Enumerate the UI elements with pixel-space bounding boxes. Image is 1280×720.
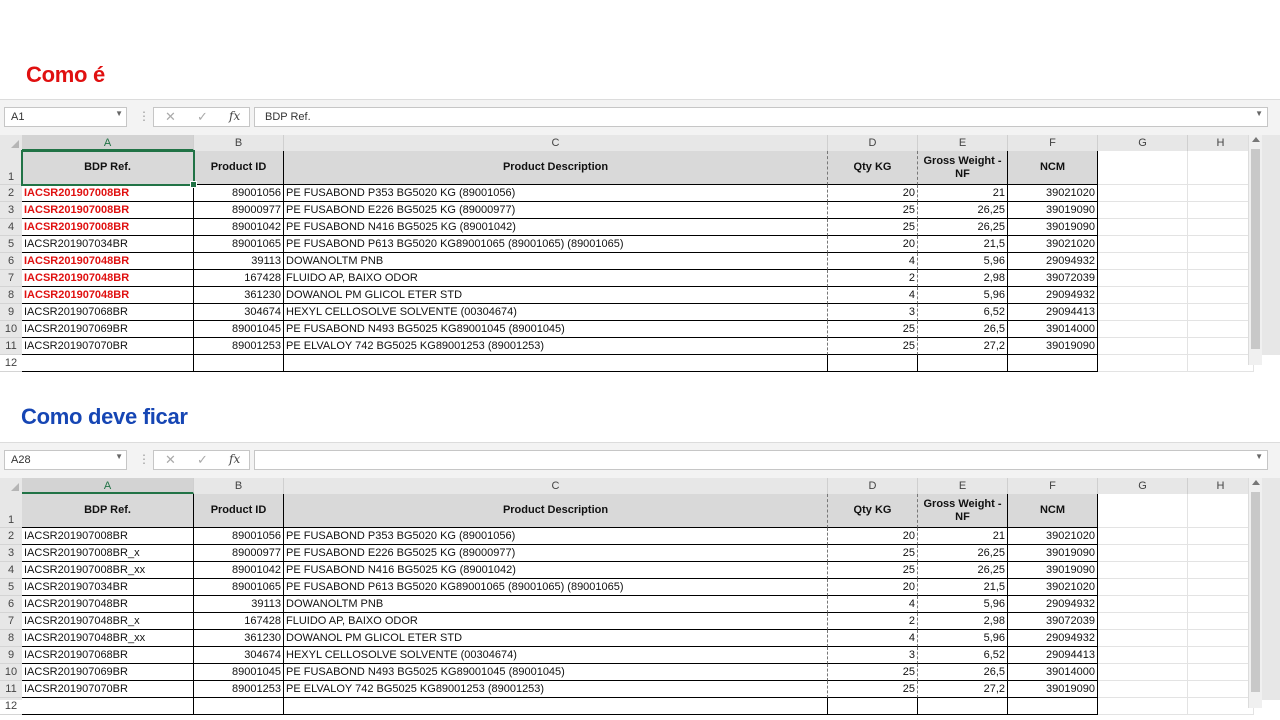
cell-ref[interactable]: IACSR201907008BR (22, 202, 194, 219)
empty-cell[interactable] (1188, 304, 1254, 321)
formula-input[interactable] (254, 450, 1268, 470)
cell-id[interactable]: 89001065 (194, 236, 284, 253)
cell-id[interactable]: 167428 (194, 270, 284, 287)
table-row (22, 270, 1256, 287)
cell-id[interactable]: 89000977 (194, 202, 284, 219)
cell-ncm[interactable]: 39021020 (1008, 579, 1098, 596)
empty-cell[interactable] (1188, 185, 1254, 202)
heading-after: Como deve ficar (21, 404, 188, 429)
empty-cell[interactable] (1098, 596, 1188, 613)
empty-cell[interactable] (1098, 355, 1188, 372)
empty-cell[interactable] (1098, 579, 1188, 596)
column-header-a[interactable]: A (22, 478, 194, 494)
empty-cell[interactable] (1188, 698, 1254, 715)
empty-cell[interactable] (1188, 579, 1254, 596)
cell-desc[interactable]: PE FUSABOND P613 BG5020 KG89001065 (89001065) (89001065) (284, 236, 828, 253)
cell-id[interactable]: 361230 (194, 287, 284, 304)
column-headers (0, 478, 1256, 494)
table-row (22, 613, 1256, 630)
empty-cell[interactable] (1098, 236, 1188, 253)
empty-cell[interactable] (22, 355, 194, 372)
empty-cell[interactable] (1188, 630, 1254, 647)
row-header-1[interactable]: 1 (0, 494, 22, 528)
table-row (22, 253, 1256, 270)
header-cell-c[interactable]: Product Description (284, 494, 828, 528)
empty-cell[interactable] (1188, 562, 1254, 579)
cell-gw[interactable]: 26,5 (918, 664, 1008, 681)
vertical-scrollbar[interactable] (1248, 135, 1262, 365)
empty-cell[interactable] (1098, 698, 1188, 715)
empty-cell[interactable] (1098, 253, 1188, 270)
empty-cell[interactable] (1188, 287, 1254, 304)
row-header-6[interactable]: 6 (0, 253, 22, 270)
cell-qty[interactable]: 4 (828, 596, 918, 613)
expand-formula-icon[interactable]: ▼ (1255, 452, 1263, 461)
cell-gw[interactable]: 2,98 (918, 270, 1008, 287)
row-header-10[interactable]: 10 (0, 664, 22, 681)
cell-desc[interactable]: PE ELVALOY 742 BG5025 KG89001253 (89001253) (284, 338, 828, 355)
cell-gw[interactable]: 21,5 (918, 236, 1008, 253)
chevron-down-icon[interactable]: ▼ (115, 109, 123, 118)
cell-id[interactable]: 304674 (194, 304, 284, 321)
header-cell-f[interactable]: NCM (1008, 151, 1098, 185)
cell-ref[interactable]: IACSR201907008BR (22, 528, 194, 545)
cell-qty[interactable]: 4 (828, 253, 918, 270)
row-header-2[interactable]: 2 (0, 185, 22, 202)
cell-id[interactable]: 89001045 (194, 321, 284, 338)
empty-cell[interactable] (1098, 202, 1188, 219)
table-row (22, 681, 1256, 698)
empty-cell[interactable] (1188, 338, 1254, 355)
empty-cell[interactable] (1188, 355, 1254, 372)
row-header-8[interactable]: 8 (0, 287, 22, 304)
header-cell-b[interactable]: Product ID (194, 151, 284, 185)
cell-ref[interactable]: IACSR201907048BR_xx (22, 630, 194, 647)
empty-cell[interactable] (828, 355, 918, 372)
cell-id[interactable]: 89001056 (194, 528, 284, 545)
row-header-7[interactable]: 7 (0, 613, 22, 630)
table-row (22, 338, 1256, 355)
cell-gw[interactable]: 26,25 (918, 562, 1008, 579)
table-row (22, 219, 1256, 236)
cell-qty[interactable]: 20 (828, 185, 918, 202)
cell-desc[interactable]: PE FUSABOND E226 BG5025 KG (89000977) (284, 202, 828, 219)
cell-id[interactable]: 89001253 (194, 338, 284, 355)
table-row (22, 596, 1256, 613)
empty-cell[interactable] (1098, 338, 1188, 355)
empty-cell[interactable] (1098, 151, 1188, 185)
scroll-thumb[interactable] (1251, 149, 1260, 349)
row-header-12[interactable]: 12 (0, 698, 22, 715)
column-header-h[interactable]: H (1188, 478, 1254, 494)
column-header-b[interactable]: B (194, 135, 284, 151)
cell-desc[interactable]: PE FUSABOND E226 BG5025 KG (89000977) (284, 545, 828, 562)
cell-qty[interactable]: 4 (828, 287, 918, 304)
cell-id[interactable]: 39113 (194, 253, 284, 270)
cell-id[interactable]: 39113 (194, 596, 284, 613)
empty-cell[interactable] (1188, 151, 1254, 185)
table-row-partial (22, 698, 1256, 715)
column-header-g[interactable]: G (1098, 135, 1188, 151)
formula-bar (0, 442, 1280, 478)
cell-gw[interactable]: 21,5 (918, 579, 1008, 596)
cell-ncm[interactable]: 29094932 (1008, 253, 1098, 270)
cell-gw[interactable]: 6,52 (918, 304, 1008, 321)
empty-cell[interactable] (1188, 202, 1254, 219)
column-header-e[interactable]: E (918, 478, 1008, 494)
row-header-2[interactable]: 2 (0, 528, 22, 545)
empty-cell[interactable] (1098, 562, 1188, 579)
cell-ref[interactable]: IACSR201907048BR (22, 596, 194, 613)
cell-qty[interactable]: 4 (828, 630, 918, 647)
empty-cell[interactable] (22, 698, 194, 715)
row-header-4[interactable]: 4 (0, 219, 22, 236)
empty-cell[interactable] (1098, 304, 1188, 321)
row-header-6[interactable]: 6 (0, 596, 22, 613)
cell-qty[interactable]: 25 (828, 219, 918, 236)
cancel-icon[interactable]: ✕ (165, 109, 176, 124)
column-header-h[interactable]: H (1188, 135, 1254, 151)
cell-gw[interactable]: 27,2 (918, 681, 1008, 698)
row-header-9[interactable]: 9 (0, 304, 22, 321)
row-header-7[interactable]: 7 (0, 270, 22, 287)
cell-id[interactable]: 89001042 (194, 562, 284, 579)
cell-grid (22, 151, 1256, 372)
table-row (22, 236, 1256, 253)
column-headers (0, 135, 1256, 151)
table-row (22, 647, 1256, 664)
cell-ref[interactable]: IACSR201907008BR_x (22, 545, 194, 562)
cell-ref[interactable]: IACSR201907034BR (22, 579, 194, 596)
column-header-c[interactable]: C (284, 478, 828, 494)
cell-id[interactable]: 361230 (194, 630, 284, 647)
column-header-f[interactable]: F (1008, 478, 1098, 494)
cell-ncm[interactable]: 39019090 (1008, 202, 1098, 219)
cell-ref[interactable]: IACSR201907048BR (22, 270, 194, 287)
cell-qty[interactable]: 25 (828, 321, 918, 338)
cell-gw[interactable]: 5,96 (918, 287, 1008, 304)
empty-cell[interactable] (1188, 253, 1254, 270)
cell-gw[interactable]: 6,52 (918, 647, 1008, 664)
cell-qty[interactable]: 2 (828, 613, 918, 630)
empty-cell[interactable] (1098, 287, 1188, 304)
spreadsheet-after (0, 442, 1280, 712)
formula-bar (0, 99, 1280, 135)
empty-cell[interactable] (1098, 647, 1188, 664)
cell-desc[interactable]: PE FUSABOND P353 BG5020 KG (89001056) (284, 528, 828, 545)
empty-cell[interactable] (1098, 185, 1188, 202)
scroll-thumb[interactable] (1251, 492, 1260, 692)
table-row (22, 579, 1256, 596)
cell-ref[interactable]: IACSR201907070BR (22, 338, 194, 355)
vertical-scrollbar[interactable] (1248, 478, 1262, 708)
empty-cell[interactable] (284, 698, 828, 715)
cell-ref[interactable]: IACSR201907008BR (22, 185, 194, 202)
heading-before: Como é (26, 62, 105, 87)
row-header-8[interactable]: 8 (0, 630, 22, 647)
cell-gw[interactable]: 26,25 (918, 202, 1008, 219)
table-row (22, 562, 1256, 579)
cell-ncm[interactable]: 39014000 (1008, 321, 1098, 338)
more-options-icon[interactable]: ⋮ (138, 109, 150, 123)
header-cell-a[interactable]: BDP Ref. (22, 151, 194, 185)
empty-cell[interactable] (1188, 681, 1254, 698)
table-row (22, 321, 1256, 338)
empty-cell[interactable] (1098, 630, 1188, 647)
empty-cell[interactable] (284, 355, 828, 372)
empty-cell[interactable] (1188, 270, 1254, 287)
cell-qty[interactable]: 20 (828, 579, 918, 596)
header-cell-d[interactable]: Qty KG (828, 494, 918, 528)
cell-qty[interactable]: 2 (828, 270, 918, 287)
table-row (22, 185, 1256, 202)
check-icon[interactable]: ✓ (197, 452, 208, 467)
cell-id[interactable]: 167428 (194, 613, 284, 630)
cell-id[interactable]: 89001065 (194, 579, 284, 596)
header-cell-c[interactable]: Product Description (284, 151, 828, 185)
scroll-up-icon[interactable] (1252, 137, 1260, 142)
row-header-11[interactable]: 11 (0, 681, 22, 698)
cell-desc[interactable]: PE ELVALOY 742 BG5025 KG89001253 (89001253) (284, 681, 828, 698)
cell-qty[interactable]: 25 (828, 562, 918, 579)
column-header-b[interactable]: B (194, 478, 284, 494)
formula-value: BDP Ref. (265, 111, 311, 123)
empty-cell[interactable] (1188, 545, 1254, 562)
cell-id[interactable]: 89001253 (194, 681, 284, 698)
cell-ncm[interactable]: 29094932 (1008, 596, 1098, 613)
table-row (22, 202, 1256, 219)
select-all-corner[interactable] (0, 478, 22, 494)
empty-cell[interactable] (1098, 219, 1188, 236)
cell-id[interactable]: 89001042 (194, 219, 284, 236)
empty-cell[interactable] (1098, 321, 1188, 338)
cell-ncm[interactable]: 39019090 (1008, 338, 1098, 355)
cell-qty[interactable]: 25 (828, 545, 918, 562)
table-row (22, 304, 1256, 321)
row-header-1[interactable]: 1 (0, 151, 22, 185)
cell-gw[interactable]: 26,5 (918, 321, 1008, 338)
empty-cell[interactable] (1098, 270, 1188, 287)
table-row (22, 545, 1256, 562)
row-header-12[interactable]: 12 (0, 355, 22, 372)
column-header-e[interactable]: E (918, 135, 1008, 151)
cell-id[interactable]: 304674 (194, 647, 284, 664)
empty-cell[interactable] (1188, 219, 1254, 236)
name-box[interactable] (4, 450, 127, 470)
select-all-corner[interactable] (0, 135, 22, 151)
empty-cell[interactable] (1188, 528, 1254, 545)
cell-gw[interactable]: 5,96 (918, 630, 1008, 647)
table-row (22, 664, 1256, 681)
row-header-4[interactable]: 4 (0, 562, 22, 579)
cell-ref[interactable]: IACSR201907048BR (22, 287, 194, 304)
cell-gw[interactable]: 5,96 (918, 253, 1008, 270)
cell-desc[interactable]: PE FUSABOND N493 BG5025 KG89001045 (89001045) (284, 321, 828, 338)
cell-ncm[interactable]: 39021020 (1008, 185, 1098, 202)
more-options-icon[interactable]: ⋮ (138, 452, 150, 466)
cell-desc[interactable]: PE FUSABOND N493 BG5025 KG89001045 (89001045) (284, 664, 828, 681)
cell-grid (22, 494, 1256, 715)
spreadsheet-before (0, 99, 1280, 369)
empty-cell[interactable] (194, 698, 284, 715)
cell-gw[interactable]: 2,98 (918, 613, 1008, 630)
cell-desc[interactable]: FLUIDO AP, BAIXO ODOR (284, 613, 828, 630)
scroll-up-icon[interactable] (1252, 480, 1260, 485)
column-header-f[interactable]: F (1008, 135, 1098, 151)
cancel-icon[interactable]: ✕ (165, 452, 176, 467)
cell-ncm[interactable]: 39019090 (1008, 219, 1098, 236)
header-cell-b[interactable]: Product ID (194, 494, 284, 528)
function-icon[interactable]: fx (229, 109, 241, 123)
cell-ncm[interactable]: 29094413 (1008, 647, 1098, 664)
header-cell-a[interactable]: BDP Ref. (22, 494, 194, 528)
empty-cell[interactable] (1098, 494, 1188, 528)
empty-cell[interactable] (1188, 596, 1254, 613)
empty-cell[interactable] (1188, 647, 1254, 664)
cell-qty[interactable]: 3 (828, 647, 918, 664)
cell-ref[interactable]: IACSR201907008BR (22, 219, 194, 236)
cell-desc[interactable]: FLUIDO AP, BAIXO ODOR (284, 270, 828, 287)
cell-qty[interactable]: 25 (828, 202, 918, 219)
cell-desc[interactable]: DOWANOL PM GLICOL ETER STD (284, 630, 828, 647)
cell-ref[interactable]: IACSR201907068BR (22, 304, 194, 321)
empty-cell[interactable] (1188, 321, 1254, 338)
cell-ref[interactable]: IACSR201907048BR_x (22, 613, 194, 630)
formula-buttons (153, 450, 250, 470)
empty-cell[interactable] (1098, 664, 1188, 681)
formula-input[interactable] (254, 107, 1268, 127)
cell-desc[interactable]: HEXYL CELLOSOLVE SOLVENTE (00304674) (284, 647, 828, 664)
cell-ref[interactable]: IACSR201907069BR (22, 664, 194, 681)
name-box-value: A28 (11, 454, 31, 466)
name-box[interactable] (4, 107, 127, 127)
table-row-partial (22, 355, 1256, 372)
row-header-5[interactable]: 5 (0, 236, 22, 253)
row-header-3[interactable]: 3 (0, 545, 22, 562)
cell-ref[interactable]: IACSR201907048BR (22, 253, 194, 270)
cell-ncm[interactable]: 39021020 (1008, 236, 1098, 253)
cell-qty[interactable]: 20 (828, 236, 918, 253)
cell-ref[interactable]: IACSR201907008BR_xx (22, 562, 194, 579)
empty-cell[interactable] (1098, 528, 1188, 545)
cell-qty[interactable]: 3 (828, 304, 918, 321)
cell-ref[interactable]: IACSR201907070BR (22, 681, 194, 698)
cell-gw[interactable]: 21 (918, 528, 1008, 545)
cell-desc[interactable]: PE FUSABOND P353 BG5020 KG (89001056) (284, 185, 828, 202)
header-cell-e[interactable]: Gross Weight - NF (918, 494, 1008, 528)
empty-cell[interactable] (1098, 545, 1188, 562)
table-row (22, 630, 1256, 647)
row-header-5[interactable]: 5 (0, 579, 22, 596)
header-row (22, 151, 1256, 185)
cell-ncm[interactable]: 39019090 (1008, 562, 1098, 579)
cell-qty[interactable]: 25 (828, 681, 918, 698)
cell-desc[interactable]: HEXYL CELLOSOLVE SOLVENTE (00304674) (284, 304, 828, 321)
empty-cell[interactable] (1188, 613, 1254, 630)
empty-cell[interactable] (1008, 355, 1098, 372)
cell-desc[interactable]: DOWANOLTM PNB (284, 253, 828, 270)
cell-ncm[interactable]: 39019090 (1008, 545, 1098, 562)
cell-ref[interactable]: IACSR201907068BR (22, 647, 194, 664)
cell-id[interactable]: 89000977 (194, 545, 284, 562)
header-row (22, 494, 1256, 528)
column-header-c[interactable]: C (284, 135, 828, 151)
formula-buttons (153, 107, 250, 127)
chevron-down-icon[interactable]: ▼ (115, 452, 123, 461)
cell-desc[interactable]: PE FUSABOND N416 BG5025 KG (89001042) (284, 562, 828, 579)
column-header-a[interactable]: A (22, 135, 194, 151)
empty-cell[interactable] (1008, 698, 1098, 715)
column-header-g[interactable]: G (1098, 478, 1188, 494)
cell-gw[interactable]: 26,25 (918, 545, 1008, 562)
row-header-9[interactable]: 9 (0, 647, 22, 664)
cell-ncm[interactable]: 39021020 (1008, 528, 1098, 545)
cell-id[interactable]: 89001056 (194, 185, 284, 202)
column-header-d[interactable]: D (828, 478, 918, 494)
cell-ncm[interactable]: 29094932 (1008, 287, 1098, 304)
cell-desc[interactable]: PE FUSABOND P613 BG5020 KG89001065 (89001065) (89001065) (284, 579, 828, 596)
empty-cell[interactable] (1188, 664, 1254, 681)
table-row (22, 528, 1256, 545)
cell-ncm[interactable]: 39072039 (1008, 613, 1098, 630)
header-cell-f[interactable]: NCM (1008, 494, 1098, 528)
check-icon[interactable]: ✓ (197, 109, 208, 124)
expand-formula-icon[interactable]: ▼ (1255, 109, 1263, 118)
cell-id[interactable]: 89001045 (194, 664, 284, 681)
cell-qty[interactable]: 20 (828, 528, 918, 545)
name-box-value: A1 (11, 111, 25, 123)
cell-ncm[interactable]: 39019090 (1008, 681, 1098, 698)
row-header-3[interactable]: 3 (0, 202, 22, 219)
cell-gw[interactable]: 27,2 (918, 338, 1008, 355)
table-row (22, 287, 1256, 304)
cell-ncm[interactable]: 29094932 (1008, 630, 1098, 647)
cell-gw[interactable]: 21 (918, 185, 1008, 202)
empty-cell[interactable] (1188, 236, 1254, 253)
empty-cell[interactable] (918, 698, 1008, 715)
cell-ncm[interactable]: 39072039 (1008, 270, 1098, 287)
row-header-11[interactable]: 11 (0, 338, 22, 355)
empty-cell[interactable] (828, 698, 918, 715)
cell-ncm[interactable]: 29094413 (1008, 304, 1098, 321)
cell-qty[interactable]: 25 (828, 664, 918, 681)
empty-cell[interactable] (1188, 494, 1254, 528)
cell-desc[interactable]: DOWANOLTM PNB (284, 596, 828, 613)
empty-cell[interactable] (918, 355, 1008, 372)
cell-ref[interactable]: IACSR201907069BR (22, 321, 194, 338)
cell-gw[interactable]: 26,25 (918, 219, 1008, 236)
cell-desc[interactable]: PE FUSABOND N416 BG5025 KG (89001042) (284, 219, 828, 236)
cell-desc[interactable]: DOWANOL PM GLICOL ETER STD (284, 287, 828, 304)
header-cell-d[interactable]: Qty KG (828, 151, 918, 185)
row-header-10[interactable]: 10 (0, 321, 22, 338)
empty-cell[interactable] (1098, 613, 1188, 630)
empty-cell[interactable] (194, 355, 284, 372)
cell-ref[interactable]: IACSR201907034BR (22, 236, 194, 253)
cell-gw[interactable]: 5,96 (918, 596, 1008, 613)
header-cell-e[interactable]: Gross Weight - NF (918, 151, 1008, 185)
function-icon[interactable]: fx (229, 452, 241, 466)
cell-ncm[interactable]: 39014000 (1008, 664, 1098, 681)
cell-qty[interactable]: 25 (828, 338, 918, 355)
empty-cell[interactable] (1098, 681, 1188, 698)
column-header-d[interactable]: D (828, 135, 918, 151)
